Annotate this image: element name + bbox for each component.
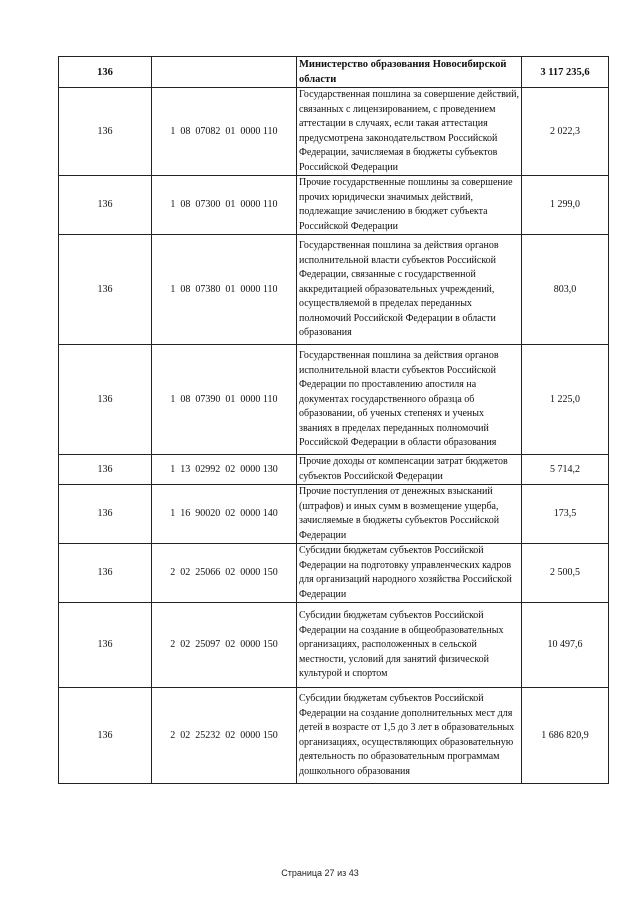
table-row [59, 688, 609, 784]
cell-revenue-name: Министерство образования Новосибирской области [297, 57, 522, 88]
cell-amount: 173,5 [522, 485, 609, 544]
cell-classification-code: 2 02 25097 02 0000 150 [152, 603, 297, 688]
table-row [59, 176, 609, 235]
cell-admin-code: 136 [59, 603, 152, 688]
cell-classification-code: 1 08 07300 01 0000 110 [152, 176, 297, 235]
table-row [59, 235, 609, 345]
cell-amount: 2 500,5 [522, 544, 609, 603]
cell-admin-code: 136 [59, 57, 152, 88]
table-row [59, 485, 609, 544]
table-row [59, 544, 609, 603]
cell-admin-code: 136 [59, 485, 152, 544]
cell-revenue-name: Прочие поступления от денежных взысканий (штрафов) и иных сумм в возмещение ущерба, зачисляемые в бюджеты субъектов Российской Федерации [297, 485, 522, 544]
cell-amount: 10 497,6 [522, 603, 609, 688]
cell-admin-code: 136 [59, 345, 152, 455]
cell-revenue-name: Государственная пошлина за действия органов исполнительной власти субъектов Российской Федерации, связанные с государственной аккредитацией образовательных учреждений, осуществляемой в пределах переданных полномочий Российской Федерации в области образования [297, 235, 522, 345]
cell-classification-code: 1 08 07082 01 0000 110 [152, 88, 297, 176]
cell-admin-code: 136 [59, 455, 152, 485]
table-body [59, 57, 609, 784]
table-row [59, 345, 609, 455]
cell-revenue-name: Государственная пошлина за действия органов исполнительной власти субъектов Российской Федерации по проставлению апостиля на документах государственного образца об образовании, об ученых степенях и ученых званиях в пределах переданных полномочий Российской Федерации в области образования [297, 345, 522, 455]
cell-revenue-name: Субсидии бюджетам субъектов Российской Федерации на подготовку управленческих кадров для организаций народного хозяйства Российской Федерации [297, 544, 522, 603]
page-footer: Страница 27 из 43 [281, 868, 359, 878]
cell-amount: 1 225,0 [522, 345, 609, 455]
cell-revenue-name: Государственная пошлина за совершение действий, связанных с лицензированием, с проведением аттестации в случаях, если такая аттестация предусмотрена законодательством Российской Федерации, зачисляемая в бюджеты субъектов Российской Федерации [297, 88, 522, 176]
table-row [59, 455, 609, 485]
cell-admin-code: 136 [59, 688, 152, 784]
cell-admin-code: 136 [59, 88, 152, 176]
cell-amount: 3 117 235,6 [522, 57, 609, 88]
cell-classification-code: 1 08 07380 01 0000 110 [152, 235, 297, 345]
cell-admin-code: 136 [59, 176, 152, 235]
cell-revenue-name: Прочие доходы от компенсации затрат бюджетов субъектов Российской Федерации [297, 455, 522, 485]
budget-table [58, 56, 609, 784]
cell-amount: 1 686 820,9 [522, 688, 609, 784]
cell-classification-code: 2 02 25232 02 0000 150 [152, 688, 297, 784]
cell-amount: 5 714,2 [522, 455, 609, 485]
cell-classification-code: 1 13 02992 02 0000 130 [152, 455, 297, 485]
cell-amount: 1 299,0 [522, 176, 609, 235]
cell-amount: 2 022,3 [522, 88, 609, 176]
cell-classification-code: 2 02 25066 02 0000 150 [152, 544, 297, 603]
table-row [59, 603, 609, 688]
cell-admin-code: 136 [59, 544, 152, 603]
table-row [59, 88, 609, 176]
cell-revenue-name: Субсидии бюджетам субъектов Российской Федерации на создание дополнительных мест для детей в возрасте от 1,5 до 3 лет в образовательных организациях, осуществляющих образовательную деятельность по образовательным программам дошкольного образования [297, 688, 522, 784]
cell-revenue-name: Прочие государственные пошлины за совершение прочих юридически значимых действий, подлежащие зачислению в бюджет субъекта Российской Федерации [297, 176, 522, 235]
cell-amount: 803,0 [522, 235, 609, 345]
cell-classification-code: 1 16 90020 02 0000 140 [152, 485, 297, 544]
table-row [59, 57, 609, 88]
cell-revenue-name: Субсидии бюджетам субъектов Российской Федерации на создание в общеобразовательных организациях, расположенных в сельской местности, условий для занятий физической культурой и спортом [297, 603, 522, 688]
cell-classification-code [152, 57, 297, 88]
cell-admin-code: 136 [59, 235, 152, 345]
cell-classification-code: 1 08 07390 01 0000 110 [152, 345, 297, 455]
